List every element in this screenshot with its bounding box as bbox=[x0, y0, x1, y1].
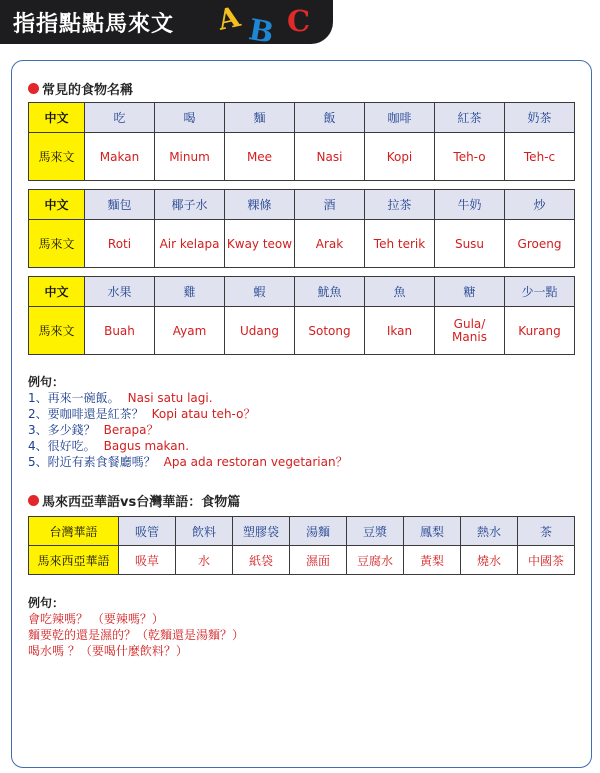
chinese-cell: 奶茶 bbox=[505, 103, 575, 133]
malay-cell: Susu bbox=[435, 220, 505, 268]
food-table-1 bbox=[28, 102, 575, 181]
row-label-taiwan: 台灣華語 bbox=[29, 517, 119, 546]
row-label-malay: 馬來文 bbox=[29, 133, 85, 181]
chinese-cell: 少一點 bbox=[505, 277, 575, 307]
malaysia-term-cell: 濕面 bbox=[290, 546, 347, 575]
example-sentence bbox=[28, 422, 348, 438]
table-row bbox=[29, 546, 575, 575]
example-sentence bbox=[28, 438, 348, 454]
chinese-cell: 麵包 bbox=[85, 190, 155, 220]
malay-cell: Sotong bbox=[295, 307, 365, 355]
example-chinese: 4、很好吃。 bbox=[28, 439, 96, 453]
chinese-cell: 紅茶 bbox=[435, 103, 505, 133]
malay-cell: Groeng bbox=[505, 220, 575, 268]
row-label-malaysia: 馬來西亞華語 bbox=[29, 546, 119, 575]
letter-c-decoration: C bbox=[287, 4, 311, 38]
taiwan-term-cell: 湯麵 bbox=[290, 517, 347, 546]
example-chinese: 2、要咖啡還是紅茶？ bbox=[28, 407, 144, 421]
malay-cell: Gula/ Manis bbox=[435, 307, 505, 355]
table-row bbox=[29, 307, 575, 355]
example-chinese: 5、附近有素食餐廳嗎？ bbox=[28, 455, 156, 469]
malay-cell: Roti bbox=[85, 220, 155, 268]
chinese-cell: 吃 bbox=[85, 103, 155, 133]
food-names-heading-text: 常見的食物名稱 bbox=[42, 83, 134, 98]
examples-title: 例句： bbox=[28, 375, 65, 389]
malaysia-term-cell: 吸草 bbox=[119, 546, 176, 575]
malay-cell: Makan bbox=[85, 133, 155, 181]
table-row bbox=[29, 220, 575, 268]
chinese-cell: 炒 bbox=[505, 190, 575, 220]
chinese-cell: 蝦 bbox=[225, 277, 295, 307]
chinese-cell: 飯 bbox=[295, 103, 365, 133]
example-sentence: 麵要乾的還是濕的？（乾麵還是湯麵？） bbox=[28, 628, 245, 642]
malay-cell: Arak bbox=[295, 220, 365, 268]
example-sentence bbox=[28, 390, 348, 406]
malay-cell: Nasi bbox=[295, 133, 365, 181]
taiwan-term-cell: 豆漿 bbox=[347, 517, 404, 546]
malaysia-term-cell: 黃梨 bbox=[404, 546, 461, 575]
row-label-chinese: 中文 bbox=[29, 190, 85, 220]
taiwan-term-cell: 鳳梨 bbox=[404, 517, 461, 546]
example-sentence: 會吃辣嗎？ （要辣嗎？） bbox=[28, 612, 164, 626]
taiwan-term-cell: 茶 bbox=[518, 517, 575, 546]
red-bullet-icon bbox=[28, 83, 39, 94]
chinese-cell: 麵 bbox=[225, 103, 295, 133]
example-malay: Apa ada restoran vegetarian？ bbox=[163, 455, 348, 469]
malay-cell: Udang bbox=[225, 307, 295, 355]
table-row bbox=[29, 133, 575, 181]
malay-cell: Air kelapa bbox=[155, 220, 225, 268]
table-row bbox=[29, 103, 575, 133]
row-label-chinese: 中文 bbox=[29, 103, 85, 133]
taiwan-term-cell: 吸管 bbox=[119, 517, 176, 546]
food-examples bbox=[28, 374, 348, 470]
table-row bbox=[29, 277, 575, 307]
taiwan-term-cell: 飲料 bbox=[176, 517, 233, 546]
example-malay: Kopi atau teh-o？ bbox=[151, 407, 256, 421]
malaysia-term-cell: 豆腐水 bbox=[347, 546, 404, 575]
dialect-table bbox=[28, 516, 575, 575]
malaysia-term-cell: 水 bbox=[176, 546, 233, 575]
malay-cell: Mee bbox=[225, 133, 295, 181]
malay-cell: Minum bbox=[155, 133, 225, 181]
malay-cell: Ayam bbox=[155, 307, 225, 355]
row-label-chinese: 中文 bbox=[29, 277, 85, 307]
malay-cell: Kurang bbox=[505, 307, 575, 355]
malay-cell: Ikan bbox=[365, 307, 435, 355]
red-bullet-icon bbox=[28, 495, 39, 506]
chinese-cell: 雞 bbox=[155, 277, 225, 307]
dialect-heading bbox=[28, 491, 240, 510]
chinese-cell: 酒 bbox=[295, 190, 365, 220]
page-title: 指指點點馬來文 bbox=[13, 12, 175, 37]
row-label-malay: 馬來文 bbox=[29, 307, 85, 355]
food-table-3 bbox=[28, 276, 575, 355]
taiwan-term-cell: 熱水 bbox=[461, 517, 518, 546]
malay-cell: Teh terik bbox=[365, 220, 435, 268]
example-chinese: 3、多少錢？ bbox=[28, 423, 96, 437]
letter-b-decoration: B bbox=[246, 12, 277, 50]
malay-cell: Kway teow bbox=[225, 220, 295, 268]
chinese-cell: 咖啡 bbox=[365, 103, 435, 133]
chinese-cell: 粿條 bbox=[225, 190, 295, 220]
example-sentence bbox=[28, 454, 348, 470]
malaysia-term-cell: 中國茶 bbox=[518, 546, 575, 575]
table-row bbox=[29, 517, 575, 546]
chinese-cell: 魷魚 bbox=[295, 277, 365, 307]
letter-a-decoration: A bbox=[214, 0, 243, 37]
example-sentence bbox=[28, 406, 348, 422]
example-sentence: 喝水嗎 ？（要喝什麼飲料？） bbox=[28, 644, 188, 658]
example-chinese: 1、再來一碗飯。 bbox=[28, 391, 120, 405]
example-malay: Bagus makan. bbox=[103, 439, 190, 453]
chinese-cell: 拉茶 bbox=[365, 190, 435, 220]
malay-cell: Teh-o bbox=[435, 133, 505, 181]
chinese-cell: 喝 bbox=[155, 103, 225, 133]
malaysia-term-cell: 燒水 bbox=[461, 546, 518, 575]
examples-title: 例句： bbox=[28, 596, 65, 610]
example-malay: Nasi satu lagi. bbox=[127, 391, 213, 405]
malay-cell: Teh-c bbox=[505, 133, 575, 181]
chinese-cell: 牛奶 bbox=[435, 190, 505, 220]
example-malay: Berapa？ bbox=[103, 423, 159, 437]
chinese-cell: 糖 bbox=[435, 277, 505, 307]
food-table-2 bbox=[28, 189, 575, 268]
taiwan-term-cell: 塑膠袋 bbox=[233, 517, 290, 546]
chinese-cell: 魚 bbox=[365, 277, 435, 307]
dialect-heading-text: 馬來西亞華語vs台灣華語：食物篇 bbox=[42, 495, 241, 510]
row-label-malay: 馬來文 bbox=[29, 220, 85, 268]
chinese-cell: 水果 bbox=[85, 277, 155, 307]
malay-cell: Buah bbox=[85, 307, 155, 355]
malay-cell: Kopi bbox=[365, 133, 435, 181]
malaysia-term-cell: 紙袋 bbox=[233, 546, 290, 575]
food-names-heading bbox=[28, 79, 133, 98]
chinese-cell: 椰子水 bbox=[155, 190, 225, 220]
dialect-examples bbox=[28, 595, 244, 659]
table-row bbox=[29, 190, 575, 220]
header-bar bbox=[0, 0, 333, 50]
